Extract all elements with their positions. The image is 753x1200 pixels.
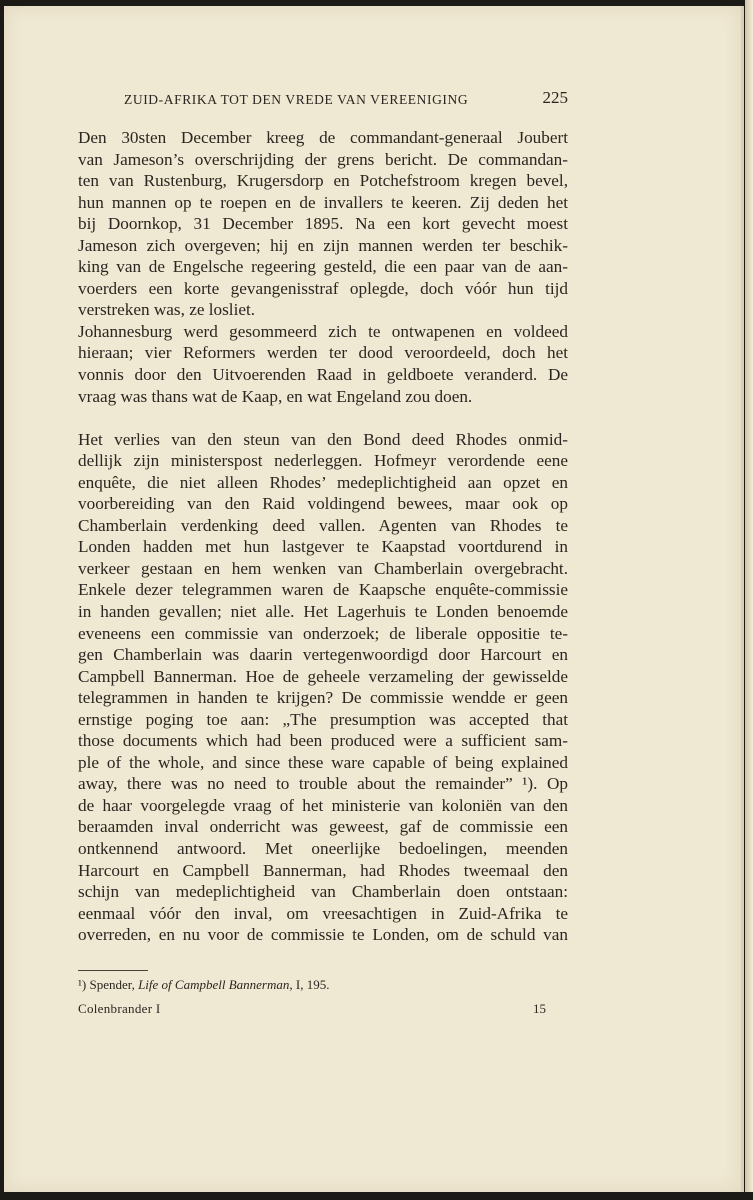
text-line: schijn van medeplichtigheid van Chamberlain doen ontstaan:: [78, 882, 568, 902]
text-line: voorbereiding van den Raid voldingend bewees, maar ook op: [78, 494, 568, 514]
text-line: Enkele dezer telegrammen waren de Kaapsche enquête-commissie: [78, 580, 568, 600]
paragraph-gap: [78, 407, 568, 429]
text-line: Chamberlain verdenking deed vallen. Agenten van Rhodes te: [78, 515, 568, 535]
text-line: Campbell Bannerman. Hoe de geheele verzameling der gewisselde: [78, 666, 568, 686]
text-line: ple of the whole, and since these ware capable of being explained: [78, 752, 568, 772]
text-line: Londen hadden met hun lastgever te Kaapstad voortdurend in: [78, 537, 568, 557]
footnote-divider: [78, 970, 148, 971]
text-line: ontkennend antwoord. Met oneerlijke bedoelingen, meenden: [78, 839, 568, 858]
text-line: gen Chamberlain was daarin vertegenwoordigd door Harcourt en: [78, 645, 568, 665]
text-line: bij Doornkop, 31 December 1895. Na een kort gevecht moest: [78, 214, 568, 234]
text-line: verkeer gestaan en hem wenken van Chamberlain overgebracht.: [78, 558, 568, 578]
text-line: hun mannen op te roepen en de invallers te keeren. Zij deden het: [78, 192, 568, 212]
text-line: eenmaal vóór den inval, om vreesachtigen in Zuid-Afrika te: [78, 903, 568, 923]
text-line: ten van Rustenburg, Krugersdorp en Potchefstroom kregen bevel,: [78, 171, 568, 191]
footnote-author: Spender,: [89, 977, 135, 992]
footnote-ref: I, 195.: [295, 977, 330, 992]
text-line: ernstige poging toe aan: „The presumption was accepted that: [78, 709, 568, 729]
text-line: enquête, die niet alleen Rhodes’ medeplichtigheid aan opzet en: [78, 472, 568, 492]
text-line: vraag was thans wat de Kaap, en wat Engeland zou doen.: [78, 386, 473, 406]
text-line: Jameson zich overgeven; hij en zijn mannen werden ter beschik-: [78, 235, 568, 255]
sheet-number: 15: [533, 1001, 546, 1016]
text-line: Het verlies van den steun van den Bond deed Rhodes onmid-: [78, 429, 568, 449]
text-line: beraamden inval onderricht was geweest, gaf de commissie een: [78, 817, 568, 837]
text-line: eveneens een commissie van onderzoek; de liberale oppositie te-: [78, 623, 568, 643]
paragraph-3: [78, 429, 568, 946]
paragraph-1: [78, 127, 568, 321]
paragraph-2: [78, 321, 568, 407]
page-edge: [745, 0, 753, 1192]
text-line: vonnis door den Uitvoerenden Raad in geldboete veranderd. De: [78, 365, 568, 385]
text-line: Harcourt en Campbell Bannerman, had Rhodes tweemaal den: [78, 860, 568, 880]
body-text: [78, 127, 568, 946]
text-line: Den 30sten December kreeg de commandant-generaal Joubert: [78, 128, 568, 147]
text-line: telegrammen in handen te krijgen? De commissie wendde er geen: [78, 688, 568, 708]
text-line: van Jameson’s overschrijding der grens bericht. De commandan-: [78, 149, 568, 169]
footnote-title: Life of Campbell Bannerman,: [138, 977, 293, 992]
running-title: ZUID-AFRIKA TOT DEN VREDE VAN VEREENIGING: [124, 92, 469, 107]
text-line: king van de Engelsche regeering gesteld, die een paar van de aan-: [78, 257, 568, 277]
page-number: 225: [542, 88, 568, 107]
signature-mark: Colenbrander I: [78, 1001, 161, 1016]
text-line: de haar voorgelegde vraag of het ministerie van koloniën van den: [78, 795, 568, 815]
text-line: verstreken was, ze losliet.: [78, 300, 256, 320]
text-line: those documents which had been produced were a sufficient sam-: [78, 731, 568, 751]
text-line: in handen gevallen; niet alle. Het Lagerhuis te Londen benoemde: [78, 601, 568, 621]
text-line: Johannesburg werd gesommeerd zich te ontwapenen en voldeed: [78, 321, 568, 341]
footnote-marker: ¹): [78, 977, 87, 992]
text-line: voerders een korte gevangenisstraf oplegde, doch vóór hun tijd: [78, 278, 568, 298]
text-line: hieraan; vier Reformers werden ter dood veroordeeld, doch het: [78, 343, 568, 363]
text-line: dellijk zijn ministerspost nederleggen. Hofmeyr verordende eene: [78, 451, 568, 471]
footnote: [78, 977, 329, 993]
text-line: away, there was no need to trouble about the remainder” ¹). Op: [78, 774, 568, 794]
text-line: overreden, en nu voor de commissie te Londen, om de schuld van: [78, 925, 568, 945]
